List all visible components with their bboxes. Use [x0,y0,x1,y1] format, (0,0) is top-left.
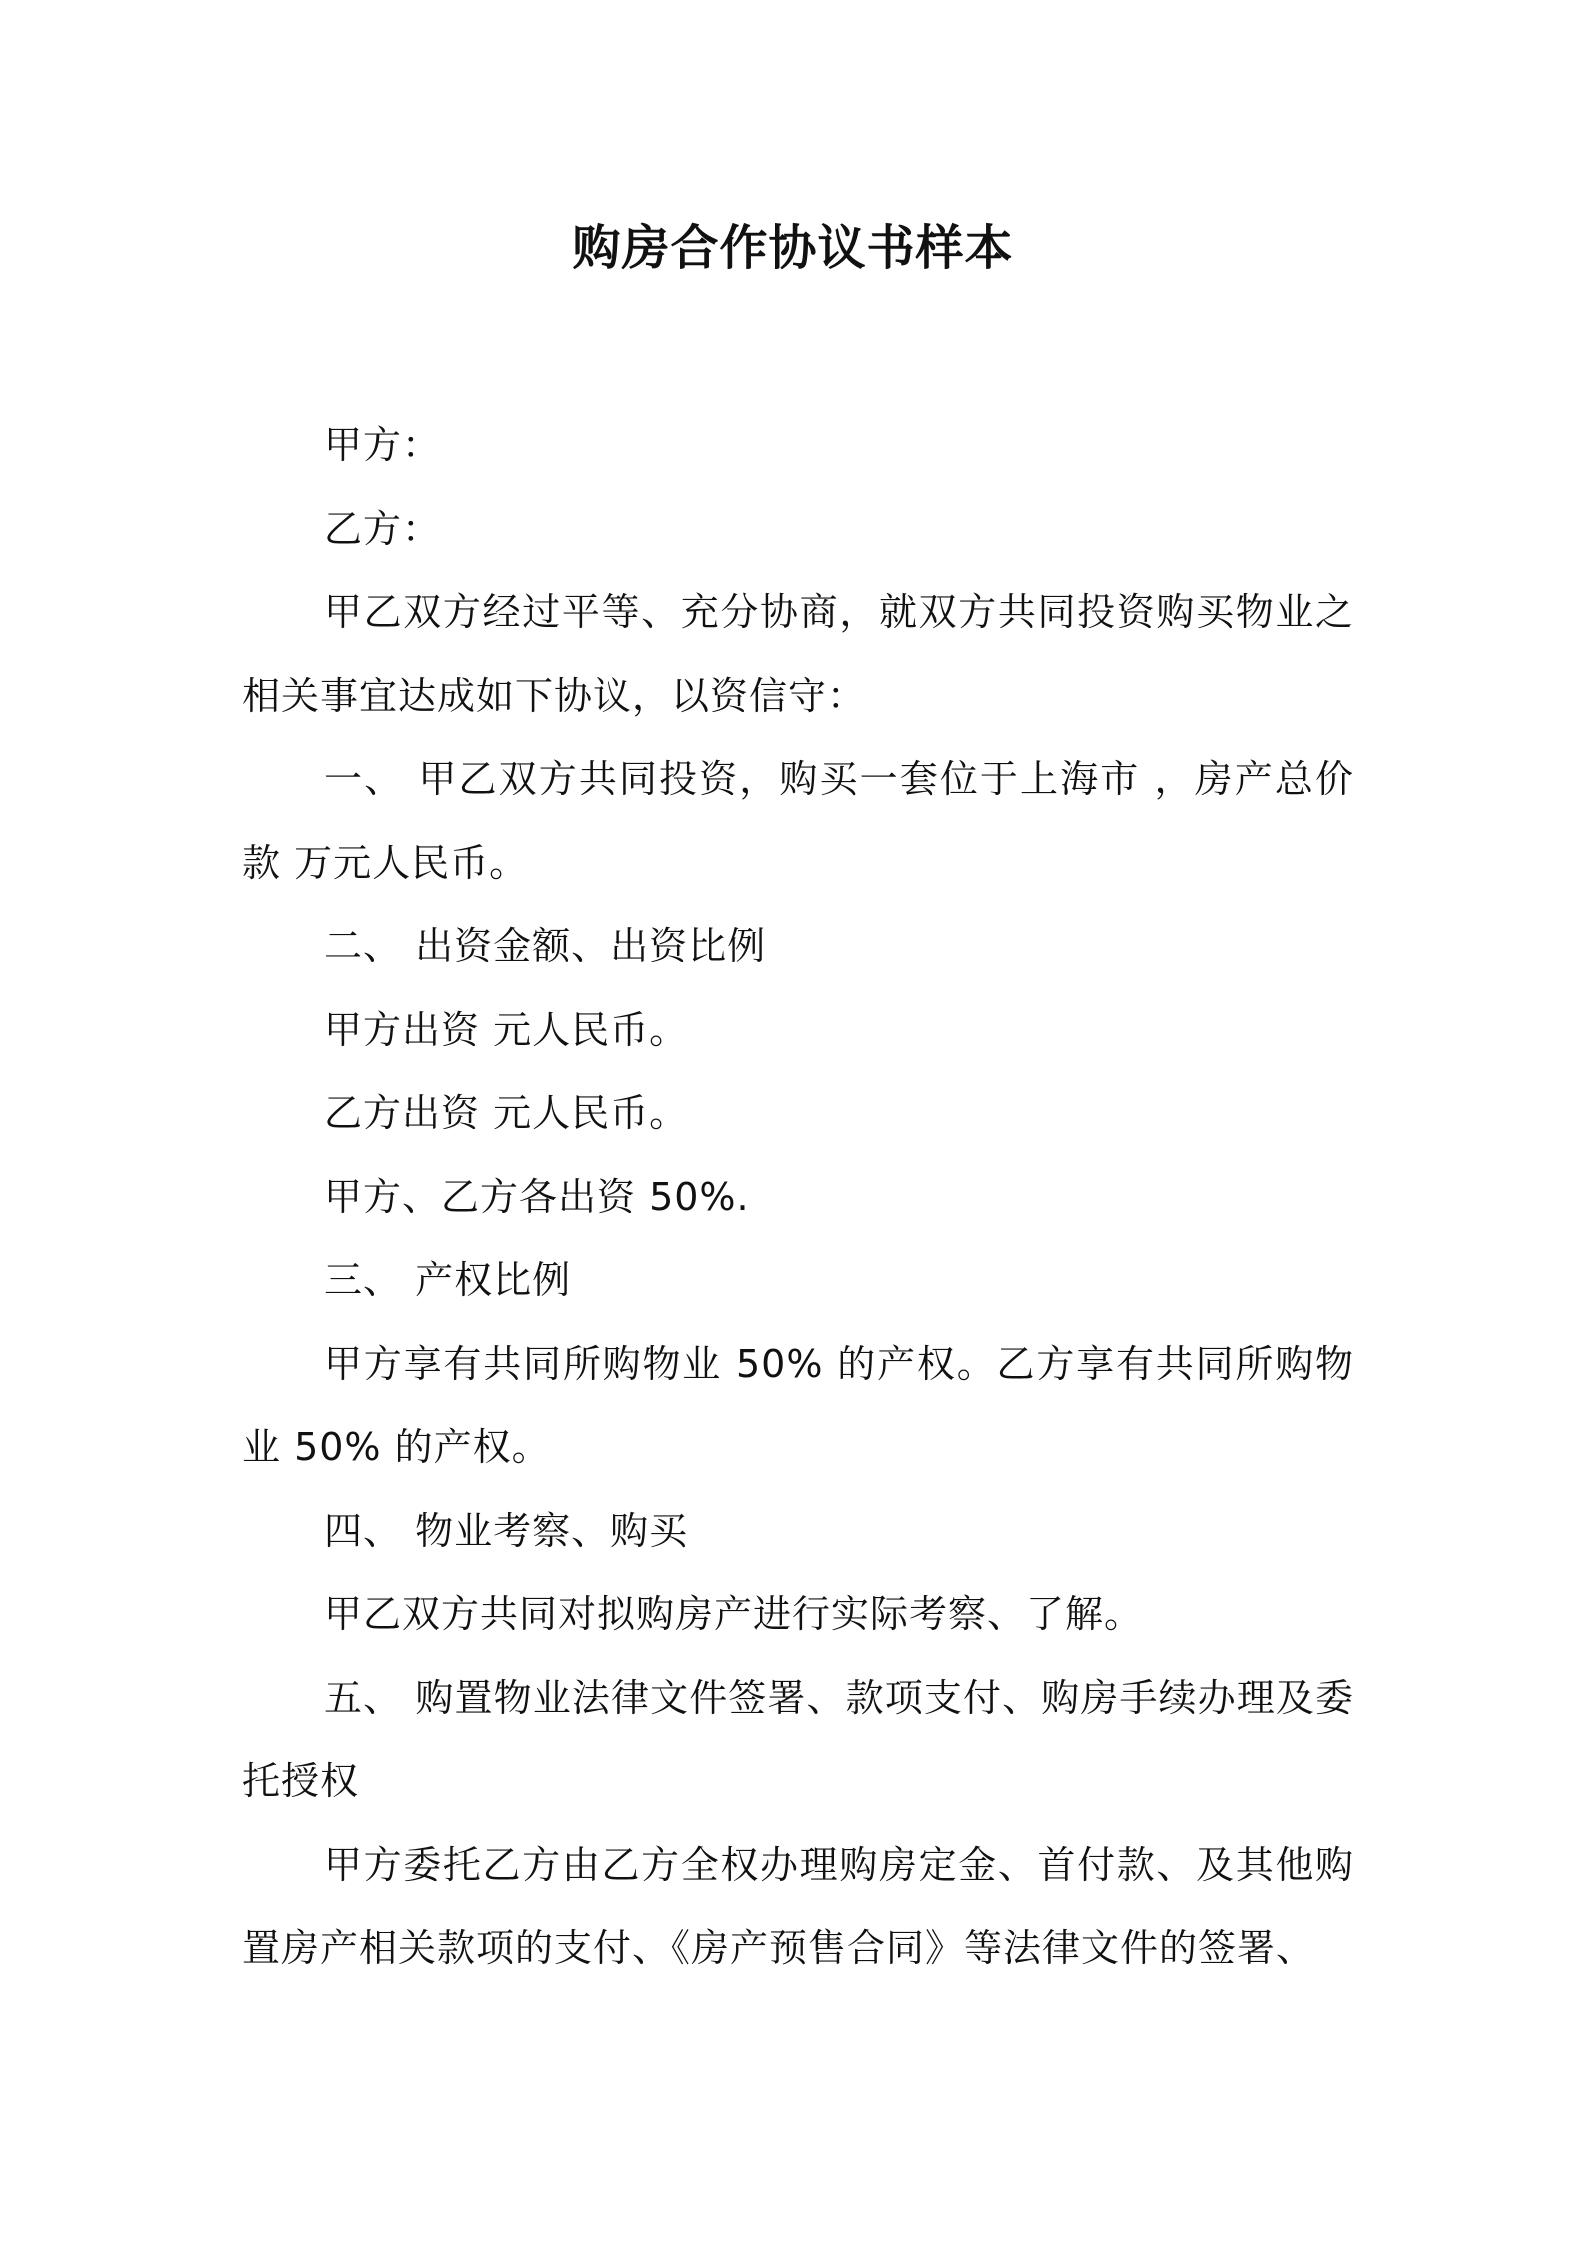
clause-3-paragraph: 甲方享有共同所购物业 50% 的产权。乙方享有共同所购物业 50% 的产权。 [242,1341,1354,1469]
clause-2-party-a-investment: 甲方出资 元人民币。 [324,1007,689,1052]
document-body [242,404,1354,1991]
clause-4-paragraph: 甲乙双方共同对拟购房产进行实际考察、了解。 [324,1592,1144,1636]
clause-3-heading: 三、 产权比例 [324,1258,572,1302]
clause-2-party-b-investment: 乙方出资 元人民币。 [324,1091,689,1135]
clause-5-paragraph: 甲方委托乙方由乙方全权办理购房定金、首付款、及其他购置房产相关款项的支付、《房产预售合同》等法律文件的签署、 [242,1842,1354,1970]
clause-4-heading: 四、 物业考察、购买 [324,1508,689,1553]
clause-1-paragraph: 一、 甲乙双方共同投资，购买一套位于上海市 ，房产总价款 万元人民币。 [242,757,1354,885]
party-a-line: 甲方： [324,423,442,467]
clause-2-heading: 二、 出资金额、出资比例 [324,924,767,968]
party-b-line: 乙方： [324,506,442,551]
preamble-paragraph: 甲乙双方经过平等、充分协商，就双方共同投资购买物业之相关事宜达成如下协议，以资信守： [242,590,1354,718]
clause-2-ratio: 甲方、乙方各出资 50%. [324,1174,750,1219]
clause-5-heading: 五、 购置物业法律文件签署、款项支付、购房手续办理及委托授权 [242,1675,1354,1803]
document-title: 购房合作协议书样本 [572,220,1014,276]
